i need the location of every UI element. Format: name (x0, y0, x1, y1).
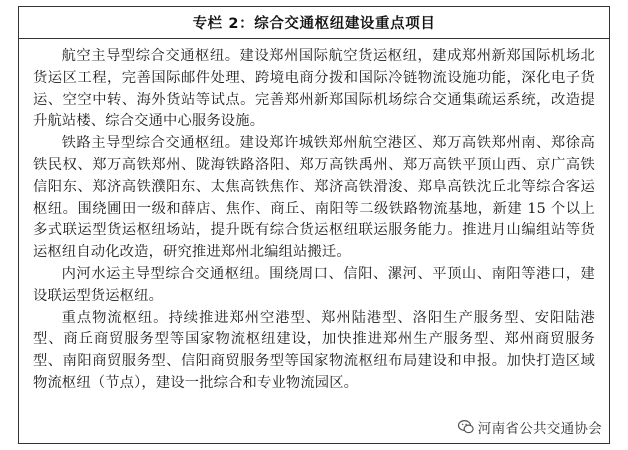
wechat-chat-bubble-icon (457, 418, 475, 436)
source-watermark (455, 416, 606, 438)
paragraph-aviation-hub: 航空主导型综合交通枢纽。建设郑州国际航空货运枢纽，建成郑州新郑国际机场北货运区工程，完善国际邮件处理、跨境电商分拨和国际冷链物流设施功能，深化电子货运、空空中转、海外货站等试点。完善郑州新郑国际机场综合交通集疏运系统，改造提升航站楼、综合交通中心服务设施。 (33, 48, 595, 130)
panel-body (19, 39, 609, 395)
panel-header (19, 7, 609, 39)
feature-panel (18, 6, 610, 444)
paragraph-logistics-hub: 重点物流枢纽。持续推进郑州空港型、郑州陆港型、洛阳生产服务型、安阳陆港型、商丘商贸服务型等国家物流枢纽建设，加快推进郑州生产服务型、郑州商贸服务型、南阳商贸服务型、信阳商贸服务型等国家物流枢纽布局建设和申报。加快打造区域物流枢纽（节点），建设一批综合和专业物流园区。 (33, 309, 595, 391)
panel-title: 专栏 2：综合交通枢纽建设重点项目 (192, 16, 436, 32)
paragraph-railway-hub: 铁路主导型综合交通枢纽。建设郑许城铁郑州航空港区、郑万高铁郑州南、郑徐高铁民权、郑万高铁郑州、陇海铁路洛阳、郑万高铁禹州、郑万高铁平顶山西、京广高铁信阳东、郑济高铁濮阳东、太焦高铁焦作、郑济高铁滑浚、郑阜高铁沈丘北等综合客运枢纽。围绕圃田一级和薛店、焦作、商丘、南阳等二级铁路物流基地，新建 15 个以上多式联运型货运枢纽场站，提升既有综合货运枢纽联运服务能力。推进月山编组站等货运枢纽自动化改造，研究推进郑州北编组站搬迁。 (33, 135, 595, 261)
watermark-text: 河南省公共交通协会 (477, 421, 602, 437)
paragraph-inland-water-hub: 内河水运主导型综合交通枢纽。围绕周口、信阳、漯河、平顶山、南阳等港口，建设联运型货运枢纽。 (33, 265, 595, 304)
